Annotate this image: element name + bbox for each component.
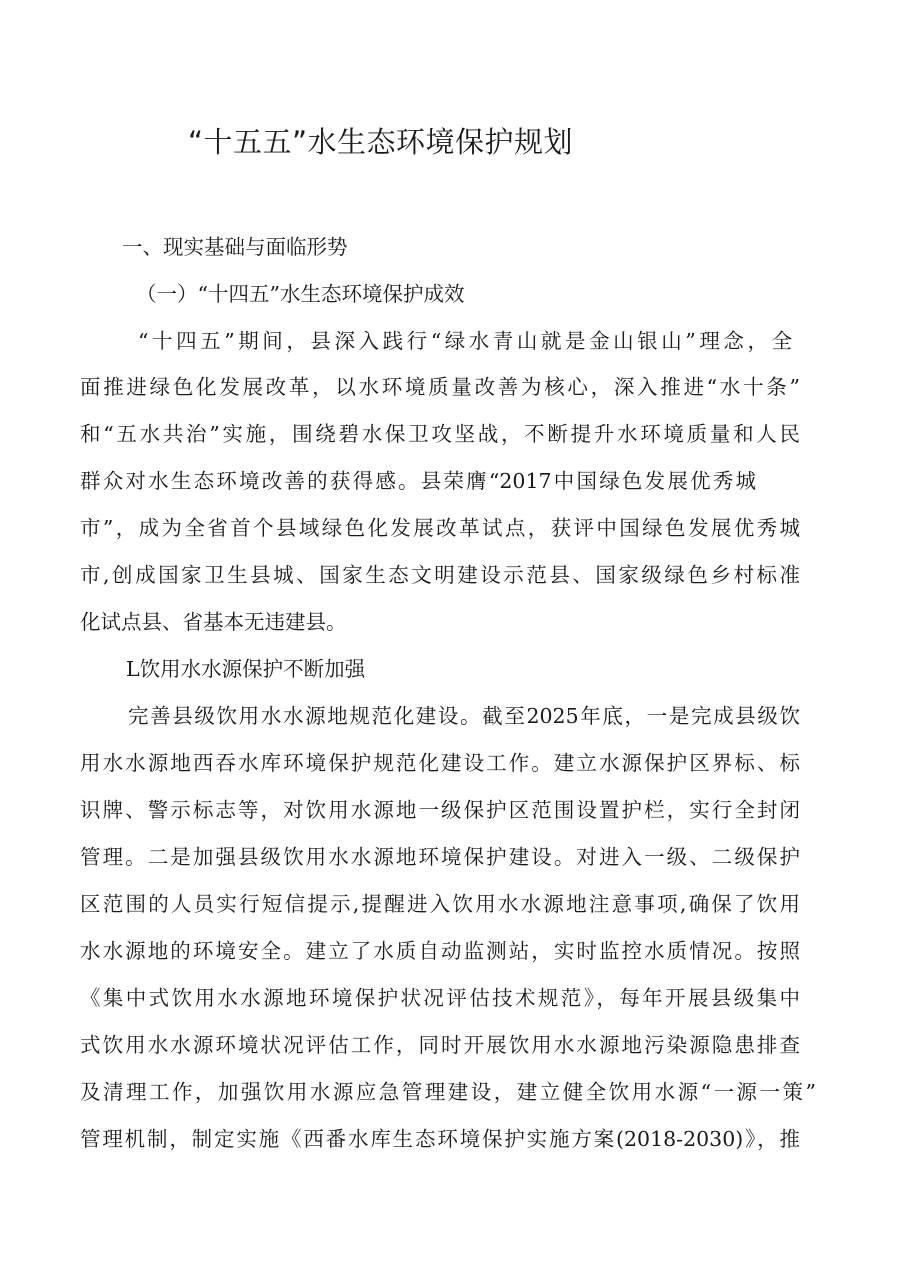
section-heading: 一、现实基础与面临形势	[122, 235, 348, 259]
paragraph-line: 识牌、警示标志等，对饮用水源地一级保护区范围设置护栏，实行全封闭	[80, 798, 800, 822]
item-heading: L饮用水水源保护不断加强	[126, 657, 366, 681]
paragraph-line: 式饮用水水源环境状况评估工作，同时开展饮用水水源地污染源隐患排查	[80, 1033, 800, 1057]
paragraph-line: 完善县级饮用水水源地规范化建设。截至2025年底，一是完成县级饮	[128, 704, 800, 728]
paragraph-line: 水水源地的环境安全。建立了水质自动监测站，实时监控水质情况。按照	[80, 939, 800, 963]
paragraph-line: 市”，成为全省首个县域绿色化发展改革试点，获评中国绿色发展优秀城	[80, 516, 800, 540]
paragraph-line: 和“五水共治”实施，围绕碧水保卫攻坚战，不断提升水环境质量和人民	[80, 422, 800, 446]
paragraph-line: 化试点县、省基本无违建县。	[80, 610, 347, 634]
paragraph-line: “十四五”期间，县深入践行“绿水青山就是金山银山”理念，全	[138, 329, 792, 353]
paragraph-line: 管理机制，制定实施《西番水库生态环境保护实施方案(2018-2030)》，推	[80, 1127, 800, 1151]
paragraph-line: 用水水源地西吞水库环境保护规范化建设工作。建立水源保护区界标、标	[80, 751, 800, 775]
document-title: “十五五”水生态环境保护规划	[188, 125, 574, 159]
paragraph-line: 市,创成国家卫生县城、国家生态文明建设示范县、国家级绿色乡村标准	[80, 563, 800, 587]
paragraph-line: 《集中式饮用水水源地环境保护状况评估技术规范》，每年开展县级集中	[80, 986, 800, 1010]
paragraph-line: 管理。二是加强县级饮用水水源地环境保护建设。对进入一级、二级保护	[80, 845, 800, 869]
paragraph-line: 面推进绿色化发展改革，以水环境质量改善为核心，深入推进“水十条”	[80, 375, 800, 399]
paragraph-line: 区范围的人员实行短信提示,提醒进入饮用水水源地注意事项,确保了饮用	[80, 892, 800, 916]
subsection-heading: （一）“十四五”水生态环境保护成效	[136, 282, 465, 306]
paragraph-line: 群众对水生态环境改善的获得感。县荣膺“2017中国绿色发展优秀城	[80, 469, 756, 493]
paragraph-line: 及清理工作，加强饮用水源应急管理建设，建立健全饮用水源“一源一策”	[80, 1080, 816, 1104]
